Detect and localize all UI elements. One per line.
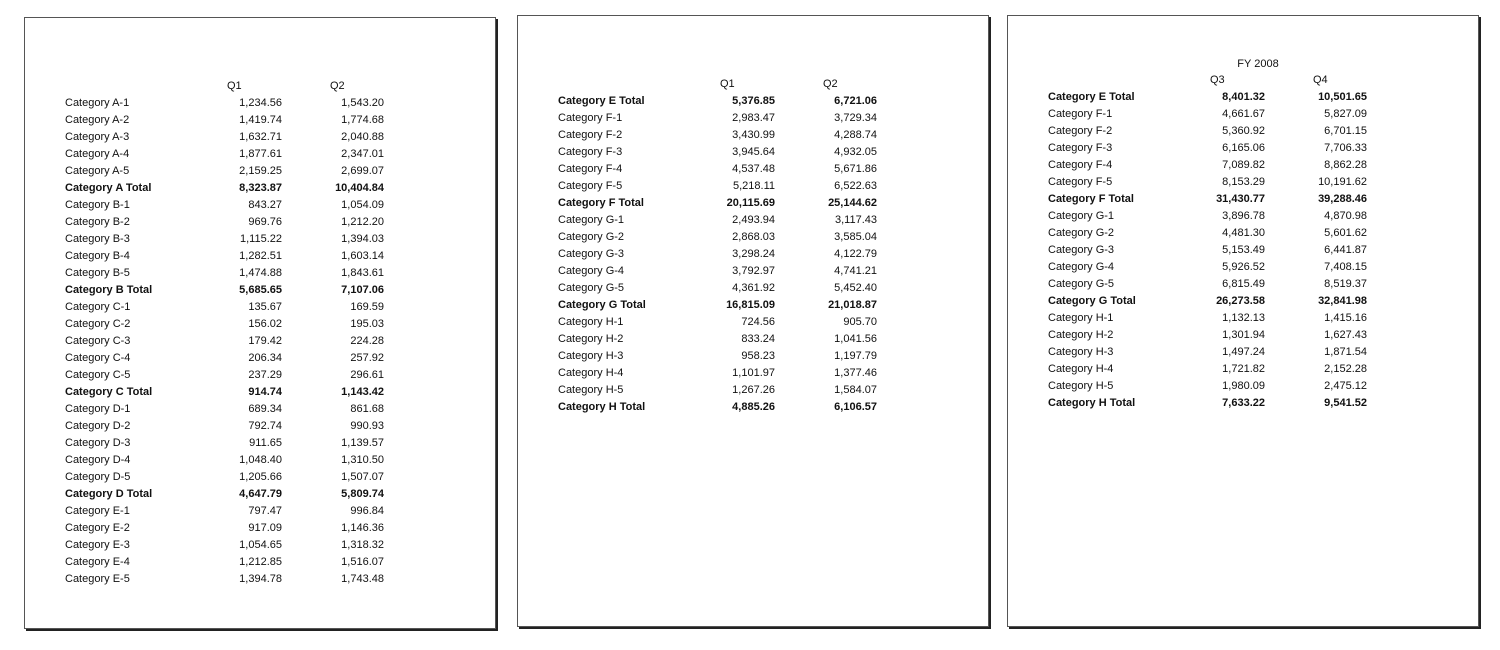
cell-value-2: 1,415.16 [1324, 312, 1367, 324]
row-label: Category H Total [558, 401, 646, 413]
table-total-row [65, 486, 405, 503]
cell-value-1: 914.74 [248, 386, 282, 398]
cell-value-2: 5,671.86 [834, 163, 877, 175]
table-row [558, 110, 898, 127]
cell-value-1: 2,493.94 [732, 214, 775, 226]
cell-value-1: 4,885.26 [732, 401, 775, 413]
column-header-2: Q4 [1313, 74, 1328, 86]
cell-value-1: 1,497.24 [1222, 346, 1265, 358]
print-page-2 [517, 15, 989, 627]
column-header-row [558, 76, 898, 93]
table-row [65, 265, 405, 282]
print-page-3 [1007, 15, 1479, 627]
table-row [558, 314, 898, 331]
table-row [65, 367, 405, 384]
table-row [65, 129, 405, 146]
cell-value-2: 224.28 [350, 335, 384, 347]
cell-value-1: 5,360.92 [1222, 125, 1265, 137]
table-row [65, 95, 405, 112]
cell-value-1: 6,165.06 [1222, 142, 1265, 154]
table-total-row [558, 297, 898, 314]
cell-value-2: 195.03 [350, 318, 384, 330]
row-label: Category D-2 [65, 420, 131, 432]
cell-value-2: 2,347.01 [341, 148, 384, 160]
cell-value-1: 3,792.97 [732, 265, 775, 277]
cell-value-1: 1,474.88 [239, 267, 282, 279]
table-row [65, 503, 405, 520]
cell-value-2: 1,146.36 [341, 522, 384, 534]
table-row [558, 229, 898, 246]
row-label: Category E-3 [65, 539, 130, 551]
report-table [558, 76, 898, 416]
row-label: Category G-5 [1048, 278, 1115, 290]
row-label: Category E Total [558, 95, 645, 107]
row-label: Category D-5 [65, 471, 131, 483]
cell-value-1: 1,101.97 [732, 367, 775, 379]
cell-value-1: 1,234.56 [239, 97, 282, 109]
table-row [1048, 310, 1388, 327]
cell-value-2: 3,729.34 [834, 112, 877, 124]
cell-value-1: 3,945.64 [732, 146, 775, 158]
row-label: Category F Total [1048, 193, 1134, 205]
table-row [558, 161, 898, 178]
cell-value-1: 4,661.67 [1222, 108, 1265, 120]
row-label: Category H-3 [1048, 346, 1114, 358]
row-label: Category G Total [558, 299, 646, 311]
cell-value-1: 1,632.71 [239, 131, 282, 143]
row-label: Category B-4 [65, 250, 130, 262]
table-row [65, 350, 405, 367]
cell-value-2: 10,404.84 [335, 182, 384, 194]
table-row [1048, 140, 1388, 157]
table-row [65, 435, 405, 452]
row-label: Category F-2 [1048, 125, 1113, 137]
table-row [558, 348, 898, 365]
cell-value-2: 2,152.28 [1324, 363, 1367, 375]
print-page-1 [24, 17, 496, 629]
row-label: Category A Total [65, 182, 152, 194]
cell-value-1: 1,301.94 [1222, 329, 1265, 341]
column-header-1: Q3 [1210, 74, 1225, 86]
cell-value-2: 1,743.48 [341, 573, 384, 585]
table-total-row [1048, 395, 1388, 412]
fiscal-year-label: FY 2008 [1237, 58, 1279, 70]
row-label: Category H-4 [1048, 363, 1114, 375]
cell-value-2: 10,191.62 [1318, 176, 1367, 188]
report-table [65, 78, 405, 588]
cell-value-2: 6,721.06 [834, 95, 877, 107]
cell-value-2: 996.84 [350, 505, 384, 517]
row-label: Category B-3 [65, 233, 130, 245]
cell-value-2: 3,585.04 [834, 231, 877, 243]
cell-value-2: 5,452.40 [834, 282, 877, 294]
row-label: Category C-5 [65, 369, 131, 381]
row-label: Category A-2 [65, 114, 130, 126]
cell-value-1: 1,115.22 [239, 233, 282, 245]
cell-value-1: 156.02 [248, 318, 282, 330]
row-label: Category A-1 [65, 97, 130, 109]
cell-value-2: 8,862.28 [1324, 159, 1367, 171]
cell-value-1: 1,048.40 [239, 454, 282, 466]
cell-value-2: 861.68 [350, 403, 384, 415]
cell-value-1: 135.67 [248, 301, 282, 313]
cell-value-2: 8,519.37 [1324, 278, 1367, 290]
table-row [65, 214, 405, 231]
cell-value-2: 2,040.88 [341, 131, 384, 143]
table-row [1048, 225, 1388, 242]
table-row [65, 418, 405, 435]
cell-value-1: 843.27 [248, 199, 282, 211]
table-row [1048, 344, 1388, 361]
row-label: Category F-4 [558, 163, 623, 175]
table-total-row [558, 93, 898, 110]
row-label: Category F-1 [1048, 108, 1113, 120]
table-row [558, 331, 898, 348]
row-label: Category F-3 [1048, 142, 1113, 154]
row-label: Category G-2 [1048, 227, 1115, 239]
table-row [1048, 157, 1388, 174]
cell-value-2: 1,394.03 [341, 233, 384, 245]
cell-value-2: 1,507.07 [341, 471, 384, 483]
row-label: Category A-5 [65, 165, 130, 177]
row-label: Category G Total [1048, 295, 1136, 307]
cell-value-2: 6,701.15 [1324, 125, 1367, 137]
table-row [1048, 276, 1388, 293]
row-label: Category G-3 [558, 248, 625, 260]
cell-value-1: 1,419.74 [239, 114, 282, 126]
table-row [558, 127, 898, 144]
cell-value-1: 7,633.22 [1222, 397, 1265, 409]
cell-value-1: 833.24 [741, 333, 775, 345]
cell-value-2: 1,543.20 [341, 97, 384, 109]
row-label: Category H-1 [558, 316, 624, 328]
cell-value-2: 4,288.74 [834, 129, 877, 141]
row-label: Category F-3 [558, 146, 623, 158]
cell-value-1: 31,430.77 [1216, 193, 1265, 205]
table-row [1048, 361, 1388, 378]
cell-value-1: 917.09 [248, 522, 282, 534]
row-label: Category C-2 [65, 318, 131, 330]
row-label: Category E Total [1048, 91, 1135, 103]
row-label: Category G-4 [1048, 261, 1115, 273]
row-label: Category D-4 [65, 454, 131, 466]
row-label: Category B-5 [65, 267, 130, 279]
table-row [1048, 208, 1388, 225]
table-total-row [558, 195, 898, 212]
cell-value-1: 1,282.51 [239, 250, 282, 262]
cell-value-2: 10,501.65 [1318, 91, 1367, 103]
column-header-2: Q2 [330, 80, 345, 92]
cell-value-1: 2,159.25 [239, 165, 282, 177]
row-label: Category C-4 [65, 352, 131, 364]
cell-value-1: 1,267.26 [732, 384, 775, 396]
cell-value-1: 4,361.92 [732, 282, 775, 294]
table-row [558, 365, 898, 382]
row-label: Category G-3 [1048, 244, 1115, 256]
cell-value-2: 4,741.21 [834, 265, 877, 277]
cell-value-2: 6,106.57 [834, 401, 877, 413]
table-row [1048, 242, 1388, 259]
row-label: Category C Total [65, 386, 153, 398]
table-row [1048, 378, 1388, 395]
table-row [65, 452, 405, 469]
cell-value-2: 1,054.09 [341, 199, 384, 211]
cell-value-1: 1,132.13 [1222, 312, 1265, 324]
cell-value-1: 797.47 [248, 505, 282, 517]
row-label: Category A-3 [65, 131, 130, 143]
row-label: Category D Total [65, 488, 153, 500]
cell-value-1: 792.74 [248, 420, 282, 432]
cell-value-1: 4,481.30 [1222, 227, 1265, 239]
row-label: Category G-4 [558, 265, 625, 277]
cell-value-2: 1,197.79 [834, 350, 877, 362]
table-row [65, 248, 405, 265]
row-label: Category E-5 [65, 573, 130, 585]
row-label: Category F-2 [558, 129, 623, 141]
table-total-row [1048, 191, 1388, 208]
cell-value-1: 1,205.66 [239, 471, 282, 483]
cell-value-1: 16,815.09 [726, 299, 775, 311]
cell-value-2: 21,018.87 [828, 299, 877, 311]
table-row [65, 537, 405, 554]
table-total-row [65, 384, 405, 401]
table-row [558, 178, 898, 195]
cell-value-1: 20,115.69 [726, 197, 775, 209]
row-label: Category G-1 [1048, 210, 1115, 222]
cell-value-1: 26,273.58 [1216, 295, 1265, 307]
row-label: Category H-1 [1048, 312, 1114, 324]
cell-value-2: 1,774.68 [341, 114, 384, 126]
cell-value-2: 7,107.06 [341, 284, 384, 296]
cell-value-1: 179.42 [248, 335, 282, 347]
column-header-row [1048, 72, 1388, 89]
cell-value-1: 5,218.11 [732, 180, 775, 192]
table-row [1048, 106, 1388, 123]
row-label: Category G-2 [558, 231, 625, 243]
cell-value-1: 3,896.78 [1222, 210, 1265, 222]
table-total-row [1048, 89, 1388, 106]
cell-value-2: 25,144.62 [828, 197, 877, 209]
cell-value-1: 5,376.85 [732, 95, 775, 107]
cell-value-1: 4,537.48 [732, 163, 775, 175]
row-label: Category F Total [558, 197, 644, 209]
cell-value-2: 5,827.09 [1324, 108, 1367, 120]
column-header-1: Q1 [227, 80, 242, 92]
cell-value-2: 32,841.98 [1318, 295, 1367, 307]
table-row [558, 212, 898, 229]
cell-value-2: 1,318.32 [341, 539, 384, 551]
table-row [65, 299, 405, 316]
column-header-row [65, 78, 405, 95]
cell-value-2: 296.61 [350, 369, 384, 381]
cell-value-2: 4,932.05 [834, 146, 877, 158]
cell-value-2: 6,441.87 [1324, 244, 1367, 256]
row-label: Category H-2 [1048, 329, 1114, 341]
cell-value-1: 4,647.79 [239, 488, 282, 500]
cell-value-1: 1,980.09 [1222, 380, 1265, 392]
report-table [1048, 56, 1388, 412]
row-label: Category E-4 [65, 556, 130, 568]
cell-value-2: 1,377.46 [834, 367, 877, 379]
row-label: Category H-3 [558, 350, 624, 362]
cell-value-2: 1,603.14 [341, 250, 384, 262]
table-total-row [65, 180, 405, 197]
row-label: Category H-4 [558, 367, 624, 379]
row-label: Category F-5 [1048, 176, 1113, 188]
table-row [65, 554, 405, 571]
cell-value-2: 4,870.98 [1324, 210, 1367, 222]
row-label: Category H-2 [558, 333, 624, 345]
row-label: Category H-5 [1048, 380, 1114, 392]
cell-value-1: 7,089.82 [1222, 159, 1265, 171]
cell-value-2: 3,117.43 [834, 214, 877, 226]
row-label: Category H-5 [558, 384, 624, 396]
cell-value-2: 5,601.62 [1324, 227, 1367, 239]
cell-value-1: 1,054.65 [239, 539, 282, 551]
table-body [558, 93, 898, 416]
table-row [65, 401, 405, 418]
row-label: Category D-1 [65, 403, 131, 415]
row-label: Category B-1 [65, 199, 130, 211]
cell-value-2: 39,288.46 [1318, 193, 1367, 205]
table-row [558, 263, 898, 280]
cell-value-2: 990.93 [350, 420, 384, 432]
cell-value-2: 1,310.50 [341, 454, 384, 466]
cell-value-1: 206.34 [248, 352, 282, 364]
cell-value-1: 2,983.47 [732, 112, 775, 124]
cell-value-2: 2,475.12 [1324, 380, 1367, 392]
cell-value-2: 5,809.74 [341, 488, 384, 500]
row-label: Category F-4 [1048, 159, 1113, 171]
cell-value-2: 2,699.07 [341, 165, 384, 177]
row-label: Category F-1 [558, 112, 623, 124]
fiscal-year-header [1048, 56, 1388, 72]
table-row [65, 146, 405, 163]
column-header-1: Q1 [720, 78, 735, 90]
cell-value-2: 1,627.43 [1324, 329, 1367, 341]
cell-value-2: 1,871.54 [1324, 346, 1367, 358]
cell-value-2: 1,139.57 [341, 437, 384, 449]
table-row [65, 163, 405, 180]
table-row [65, 571, 405, 588]
cell-value-1: 6,815.49 [1222, 278, 1265, 290]
header-spacer [558, 76, 698, 93]
row-label: Category E-2 [65, 522, 130, 534]
table-total-row [65, 282, 405, 299]
table-row [1048, 259, 1388, 276]
cell-value-1: 724.56 [741, 316, 775, 328]
cell-value-2: 1,212.20 [341, 216, 384, 228]
row-label: Category E-1 [65, 505, 130, 517]
header-spacer [1048, 72, 1188, 89]
row-label: Category H Total [1048, 397, 1136, 409]
cell-value-2: 6,522.63 [834, 180, 877, 192]
cell-value-2: 7,706.33 [1324, 142, 1367, 154]
table-row [558, 246, 898, 263]
table-row [65, 316, 405, 333]
cell-value-2: 1,143.42 [341, 386, 384, 398]
row-label: Category C-1 [65, 301, 131, 313]
cell-value-1: 1,721.82 [1222, 363, 1265, 375]
cell-value-1: 1,394.78 [239, 573, 282, 585]
header-spacer [65, 78, 205, 95]
table-row [1048, 123, 1388, 140]
row-label: Category B-2 [65, 216, 130, 228]
cell-value-2: 1,516.07 [341, 556, 384, 568]
cell-value-1: 3,430.99 [732, 129, 775, 141]
cell-value-1: 237.29 [248, 369, 282, 381]
cell-value-1: 1,877.61 [239, 148, 282, 160]
cell-value-2: 1,584.07 [834, 384, 877, 396]
table-total-row [558, 399, 898, 416]
table-row [65, 197, 405, 214]
row-label: Category G-5 [558, 282, 625, 294]
column-header-2: Q2 [823, 78, 838, 90]
row-label: Category A-4 [65, 148, 130, 160]
cell-value-2: 9,541.52 [1324, 397, 1367, 409]
row-label: Category F-5 [558, 180, 623, 192]
cell-value-1: 5,926.52 [1222, 261, 1265, 273]
table-body [1048, 89, 1388, 412]
cell-value-2: 1,041.56 [834, 333, 877, 345]
cell-value-1: 958.23 [741, 350, 775, 362]
cell-value-2: 7,408.15 [1324, 261, 1367, 273]
cell-value-1: 8,323.87 [239, 182, 282, 194]
cell-value-1: 1,212.85 [239, 556, 282, 568]
cell-value-2: 905.70 [843, 316, 877, 328]
table-row [558, 144, 898, 161]
cell-value-1: 5,153.49 [1222, 244, 1265, 256]
cell-value-1: 8,153.29 [1222, 176, 1265, 188]
table-row [558, 280, 898, 297]
cell-value-1: 8,401.32 [1222, 91, 1265, 103]
row-label: Category B Total [65, 284, 153, 296]
table-row [558, 382, 898, 399]
cell-value-2: 4,122.79 [834, 248, 877, 260]
cell-value-1: 5,685.65 [239, 284, 282, 296]
table-row [65, 231, 405, 248]
cell-value-1: 969.76 [248, 216, 282, 228]
cell-value-2: 169.59 [350, 301, 384, 313]
cell-value-2: 257.92 [350, 352, 384, 364]
table-body [65, 95, 405, 588]
cell-value-1: 3,298.24 [732, 248, 775, 260]
table-row [65, 520, 405, 537]
table-row [1048, 174, 1388, 191]
table-row [65, 333, 405, 350]
row-label: Category C-3 [65, 335, 131, 347]
table-total-row [1048, 293, 1388, 310]
row-label: Category G-1 [558, 214, 625, 226]
table-row [1048, 327, 1388, 344]
row-label: Category D-3 [65, 437, 131, 449]
table-row [65, 469, 405, 486]
cell-value-1: 911.65 [249, 437, 282, 449]
cell-value-1: 689.34 [248, 403, 282, 415]
cell-value-1: 2,868.03 [732, 231, 775, 243]
table-row [65, 112, 405, 129]
cell-value-2: 1,843.61 [341, 267, 384, 279]
